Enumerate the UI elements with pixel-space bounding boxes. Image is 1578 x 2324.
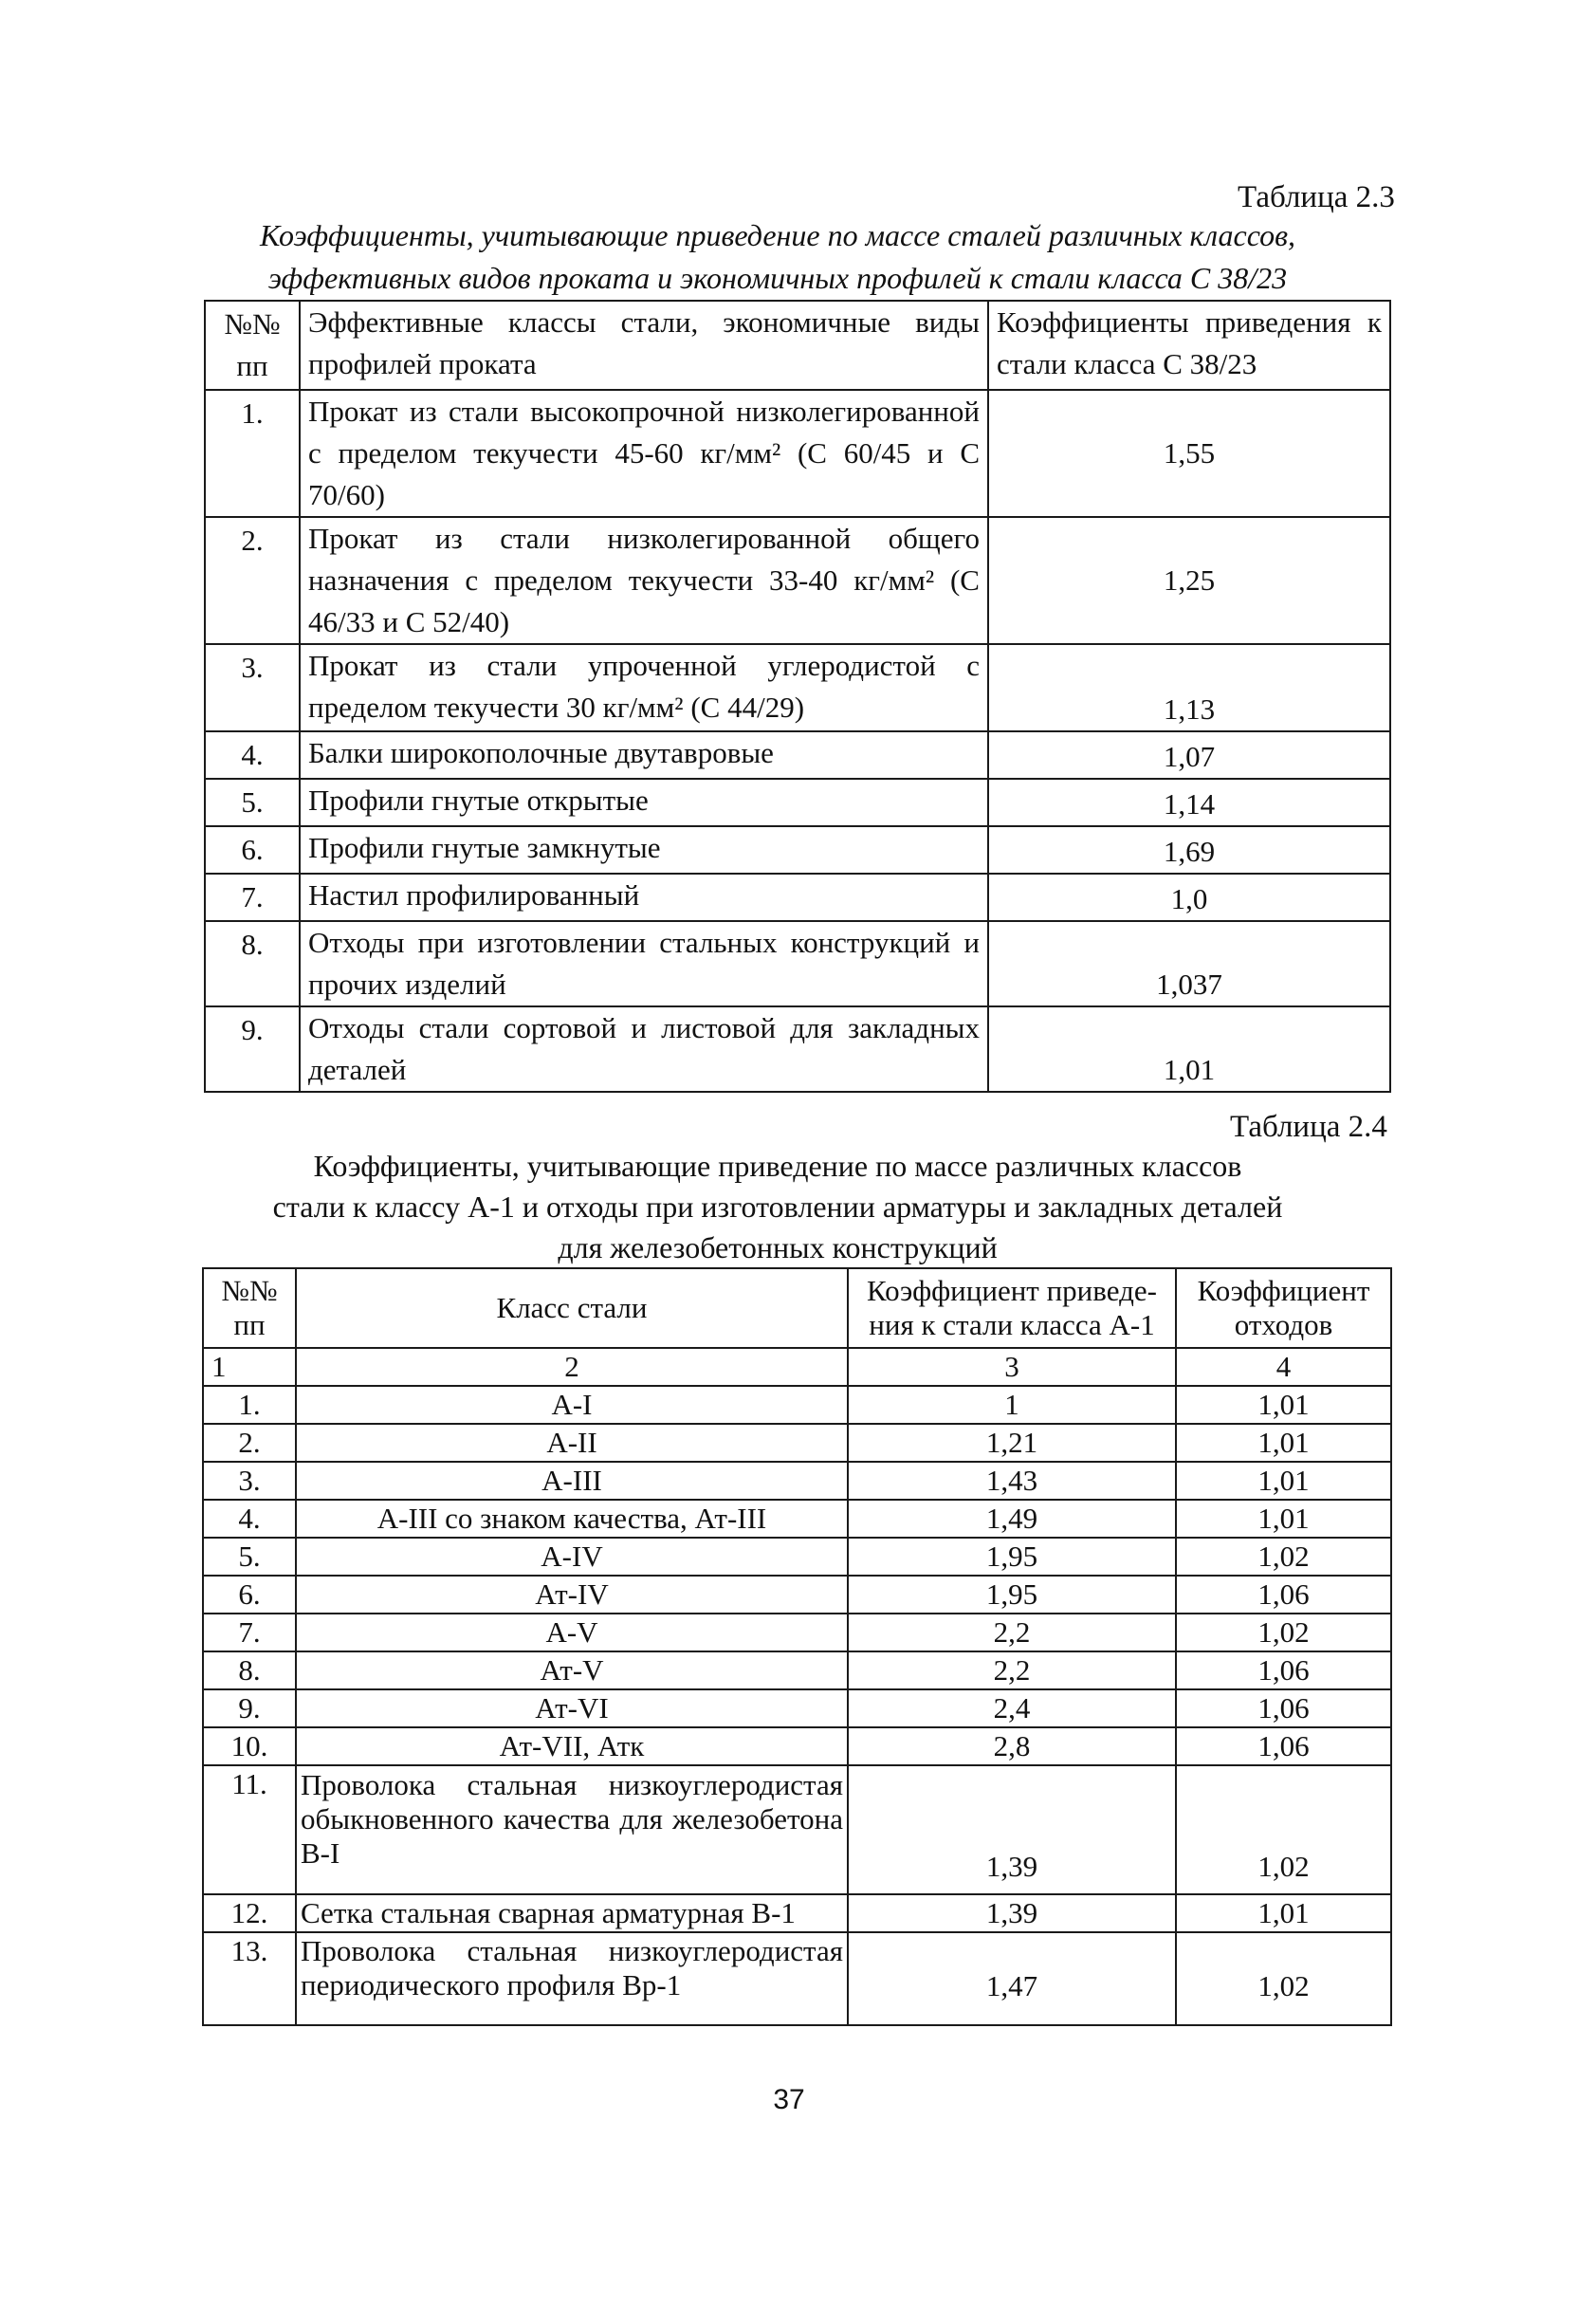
table-row <box>203 1500 1391 1538</box>
row-name: Прокат из стали высокопрочной низколегированной с пределом текучести 45-60 кг/мм² (С 60/45 и С 70/60) <box>300 390 988 517</box>
row-name: Проволока стальная низкоуглеродистая обыкновенного качества для железобетона В-I <box>296 1765 848 1894</box>
row-coef: 1,13 <box>988 644 1390 731</box>
row-name: Ат-VII, Атк <box>296 1727 848 1765</box>
row-waste: 1,02 <box>1176 1765 1391 1894</box>
row-waste: 1,06 <box>1176 1651 1391 1689</box>
table-row <box>203 1765 1391 1894</box>
row-waste: 1,02 <box>1176 1614 1391 1651</box>
table-row <box>205 731 1390 779</box>
row-name: А-II <box>296 1424 848 1462</box>
row-coef: 2,2 <box>848 1614 1176 1651</box>
row-coef: 1 <box>848 1386 1176 1424</box>
row-waste: 1,01 <box>1176 1500 1391 1538</box>
header-waste-line-2: отходов <box>1234 1308 1333 1341</box>
row-num: 3. <box>205 644 300 731</box>
header-coef-cell: Коэффициенты приведения к стали класса С 38/23 <box>988 301 1390 390</box>
table-2-4-label: Таблица 2.4 <box>1230 1110 1387 1144</box>
header-num-line-2: пп <box>236 349 268 382</box>
row-coef: 1,0 <box>988 874 1390 921</box>
table-row <box>203 1576 1391 1614</box>
table-row <box>205 517 1390 644</box>
row-name: Отходы стали сортовой и листовой для закладных деталей <box>300 1006 988 1092</box>
row-num: 5. <box>205 779 300 826</box>
row-name: Ат-VI <box>296 1689 848 1727</box>
row-num: 1. <box>205 390 300 517</box>
table-row <box>203 1614 1391 1651</box>
row-coef: 1,037 <box>988 921 1390 1006</box>
table-2-4-caption-line-2: стали к классу А-1 и отходы при изготовлении арматуры и закладных деталей <box>272 1190 1283 1224</box>
table-row <box>205 921 1390 1006</box>
row-num: 7. <box>203 1614 296 1651</box>
row-num: 13. <box>203 1932 296 2025</box>
table-2-4-caption-line-1: Коэффициенты, учитывающие приведение по массе различных классов <box>313 1149 1242 1183</box>
table-row <box>205 826 1390 874</box>
table-row <box>203 1538 1391 1576</box>
col-number: 1 <box>203 1348 296 1386</box>
row-name: Отходы при изготовлении стальных конструкций и прочих изделий <box>300 921 988 1006</box>
row-num: 12. <box>203 1894 296 1932</box>
row-num: 11. <box>203 1765 296 1894</box>
row-name: Профили гнутые замкнутые <box>300 826 988 874</box>
row-coef: 1,14 <box>988 779 1390 826</box>
header-coef-line-1: Коэффициент приведе- <box>867 1274 1157 1307</box>
row-waste: 1,06 <box>1176 1689 1391 1727</box>
table-row <box>203 1932 1391 2025</box>
table-row <box>203 1424 1391 1462</box>
row-coef: 1,55 <box>988 390 1390 517</box>
col-number: 3 <box>848 1348 1176 1386</box>
table-row <box>203 1689 1391 1727</box>
header-coef-line-2: ния к стали класса А-1 <box>869 1308 1155 1341</box>
table-row <box>203 1727 1391 1765</box>
row-num: 3. <box>203 1462 296 1500</box>
row-num: 4. <box>203 1500 296 1538</box>
row-coef: 1,39 <box>848 1765 1176 1894</box>
header-waste-cell <box>1176 1268 1391 1348</box>
row-waste: 1,06 <box>1176 1727 1391 1765</box>
table-row <box>205 779 1390 826</box>
row-coef: 1,49 <box>848 1500 1176 1538</box>
row-name: Настил профилированный <box>300 874 988 921</box>
row-num: 8. <box>203 1651 296 1689</box>
row-name: А-III со знаком качества, Ат-III <box>296 1500 848 1538</box>
row-coef: 1,39 <box>848 1894 1176 1932</box>
row-name: А-I <box>296 1386 848 1424</box>
row-num: 6. <box>205 826 300 874</box>
column-number-row <box>203 1348 1391 1386</box>
row-num: 2. <box>205 517 300 644</box>
row-coef: 1,69 <box>988 826 1390 874</box>
row-num: 1. <box>203 1386 296 1424</box>
table-row <box>205 644 1390 731</box>
table-2-3-caption-line-1: Коэффициенты, учитывающие приведение по массе сталей различных классов, <box>260 218 1295 252</box>
row-coef: 2,2 <box>848 1651 1176 1689</box>
row-coef: 2,4 <box>848 1689 1176 1727</box>
row-name: А-III <box>296 1462 848 1500</box>
row-name: Проволока стальная низкоуглеродистая периодического профиля Вр-1 <box>296 1932 848 2025</box>
row-num: 2. <box>203 1424 296 1462</box>
header-class-cell: Эффективные классы стали, экономичные виды профилей проката <box>300 301 988 390</box>
row-coef: 1,95 <box>848 1538 1176 1576</box>
col-number: 2 <box>296 1348 848 1386</box>
row-coef: 1,21 <box>848 1424 1176 1462</box>
row-num: 7. <box>205 874 300 921</box>
table-2-3-header-row <box>205 301 1390 390</box>
row-name: Ат-V <box>296 1651 848 1689</box>
page-number: 37 <box>773 2084 805 2115</box>
row-coef: 2,8 <box>848 1727 1176 1765</box>
row-num: 10. <box>203 1727 296 1765</box>
row-name: Ат-IV <box>296 1576 848 1614</box>
header-num-cell <box>205 301 300 390</box>
table-row <box>203 1894 1391 1932</box>
row-name: Прокат из стали низколегированной общего назначения с пределом текучести 33-40 кг/мм² (С 46/33 и С 52/40) <box>300 517 988 644</box>
row-waste: 1,01 <box>1176 1894 1391 1932</box>
table-row <box>203 1386 1391 1424</box>
table-2-3-label: Таблица 2.3 <box>1238 180 1395 214</box>
header-coef-cell <box>848 1268 1176 1348</box>
table-2-3 <box>204 300 1391 1093</box>
row-coef: 1,47 <box>848 1932 1176 2025</box>
table-2-4-header-row <box>203 1268 1391 1348</box>
row-name: Балки широкополочные двутавровые <box>300 731 988 779</box>
table-2-3-caption-line-2: эффективных видов проката и экономичных профилей к стали класса С 38/23 <box>267 261 1288 295</box>
header-num-line-1: №№ <box>221 1274 278 1307</box>
table-row <box>205 874 1390 921</box>
table-2-4-caption-line-3: для железобетонных конструкций <box>558 1230 998 1264</box>
row-name: А-V <box>296 1614 848 1651</box>
table-row <box>205 1006 1390 1092</box>
table-row <box>203 1651 1391 1689</box>
row-coef: 1,43 <box>848 1462 1176 1500</box>
header-class-cell: Класс стали <box>296 1268 848 1348</box>
row-num: 4. <box>205 731 300 779</box>
table-row <box>203 1462 1391 1500</box>
row-num: 6. <box>203 1576 296 1614</box>
row-num: 9. <box>203 1689 296 1727</box>
row-waste: 1,02 <box>1176 1538 1391 1576</box>
header-num-line-1: №№ <box>224 307 281 341</box>
row-waste: 1,02 <box>1176 1932 1391 2025</box>
row-name: Профили гнутые открытые <box>300 779 988 826</box>
col-number: 4 <box>1176 1348 1391 1386</box>
row-name: А-IV <box>296 1538 848 1576</box>
row-name: Прокат из стали упроченной углеродистой с пределом текучести 30 кг/мм² (С 44/29) <box>300 644 988 731</box>
row-num: 9. <box>205 1006 300 1092</box>
row-num: 5. <box>203 1538 296 1576</box>
row-waste: 1,01 <box>1176 1424 1391 1462</box>
row-coef: 1,07 <box>988 731 1390 779</box>
row-waste: 1,06 <box>1176 1576 1391 1614</box>
table-row <box>205 390 1390 517</box>
row-name: Сетка стальная сварная арматурная В-1 <box>296 1894 848 1932</box>
header-waste-line-1: Коэффициент <box>1197 1274 1370 1307</box>
table-2-4 <box>202 1267 1392 2026</box>
row-num: 8. <box>205 921 300 1006</box>
row-coef: 1,01 <box>988 1006 1390 1092</box>
row-waste: 1,01 <box>1176 1462 1391 1500</box>
row-coef: 1,95 <box>848 1576 1176 1614</box>
header-num-cell <box>203 1268 296 1348</box>
row-waste: 1,01 <box>1176 1386 1391 1424</box>
row-coef: 1,25 <box>988 517 1390 644</box>
header-num-line-2: пп <box>233 1308 266 1341</box>
